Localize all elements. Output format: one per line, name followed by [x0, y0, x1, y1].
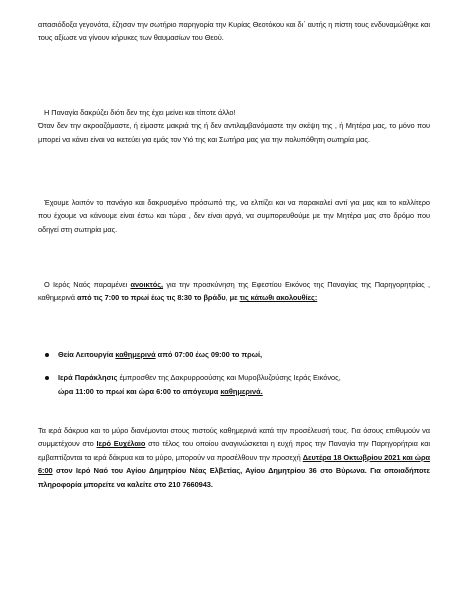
service-highlight: Ιερό Ευχέλαιο: [96, 439, 146, 449]
paragraph-intro-end: [38, 18, 430, 45]
paragraph-line: Η Παναγία δακρύζει διότι δεν της έχει μείνει και τίποτε άλλο!: [44, 108, 236, 117]
paragraph-hope: [38, 196, 430, 236]
paragraph-text: απασιόδοξα γεγονότα, έζησαν την σωτήριο παρηγορία την Κυρίας Θεοτόκου και δι΄ αυτής η πίστη τους ενδυναμώθηκε και τους αξίωσε να γίνουν κήρυκες των θαυμασίων του Θεού.: [38, 20, 430, 43]
schedule-heading: τις κάτωθι ακολουθίες:: [239, 293, 318, 303]
open-label: ανοικτός,: [130, 280, 164, 289]
text-run: ,: [225, 293, 230, 303]
service-frequency: καθημερινά.: [220, 386, 263, 396]
services-list: [38, 348, 430, 398]
service-time: από 07:00 έως 09:00 το πρωί,: [155, 350, 263, 359]
service-description: έμπροσθεν της Δακρυρροούσης και Μυροβλυζούσης Ιεράς Εικόνος,: [117, 373, 341, 383]
bullet-icon: [45, 376, 49, 380]
text-run: Ο Ιερός Ναός παραμένει: [44, 280, 131, 289]
paragraph-text: Έχουμε λοιπόν το πανάγιο και δακρυσμένο πρόσωπό της, να ελπίζει και να παρακαλεί αντί για μας και το καλλίτερο που έχουμε να κάνουμε είναι έστω και τώρα , δεν είναι αργά, να συμπορευθούμε με την Μητέρα μας στο δρόμο που οδηγεί στη σωτηρία μας.: [38, 198, 430, 234]
paragraph-tears: [38, 106, 430, 146]
service-name: Θεία Λειτουργία: [58, 350, 114, 359]
contact-text: στον Ιερό Ναό του Αγίου Δημητρίου Νέας Ελβετίας, Αγίου Δημητρίου 36 στο Βύρωνα. Για οποιαδήποτε πληροφορία μπορείτε να καλείτε στο 210 7660943.: [38, 466, 430, 489]
service-name: Ιερά Παράκλησις: [58, 373, 118, 383]
text-run: με: [229, 293, 238, 303]
service-time: ώρα 11:00 το πρωί και ώρα 6:00 το απόγευμα: [58, 386, 221, 396]
list-item: [38, 371, 430, 398]
hours-text: από τις 7:00 το πρωί έως τις 8:30 το βράδυ: [76, 293, 226, 303]
bullet-icon: [45, 353, 49, 357]
text-run: Τα ιερά δάκρυα και το μύρο διανέμονται στους πιστούς καθημερινά κατά την προσέλευσή τους. Για όσους επιθυμούν να συμμετέχουν στο: [38, 426, 430, 449]
event-date: Δευτέρα 18 Οκτωβρίου 2021 και ώρα 6:00: [38, 452, 430, 476]
service-frequency: καθημερινά: [115, 350, 156, 359]
list-item: [38, 348, 430, 361]
paragraph-opening-hours: [38, 278, 430, 305]
paragraph-closing: [38, 424, 430, 491]
paragraph-text: Όταν δεν την ακροαζόμαστε, ή είμαστε μακριά της ή δεν αντιλαμβανόμαστε την σκέψη της , ή Μητέρα μας, το μόνο που μπορεί να κάνει είναι να ικετεύει για εμάς τον Υιό της και Σωτήρα μας για την πολυπόθητη σωτηρία μας.: [38, 121, 430, 144]
text-run: για την προσκύνηση της Εφεστίου Εικόνος της Παναγίας της Παρηγορητρίας , καθημερινά: [38, 280, 430, 303]
text-run: στο τέλος του οποίου αναγινώσκεται η ευχή προς την Παναγία την Παρηγορήτρια και εμβαπτίζονται τα ιερά δάκρυα και το μύρο, μπορούν να προσέλθουν την προσεχή: [38, 439, 431, 462]
